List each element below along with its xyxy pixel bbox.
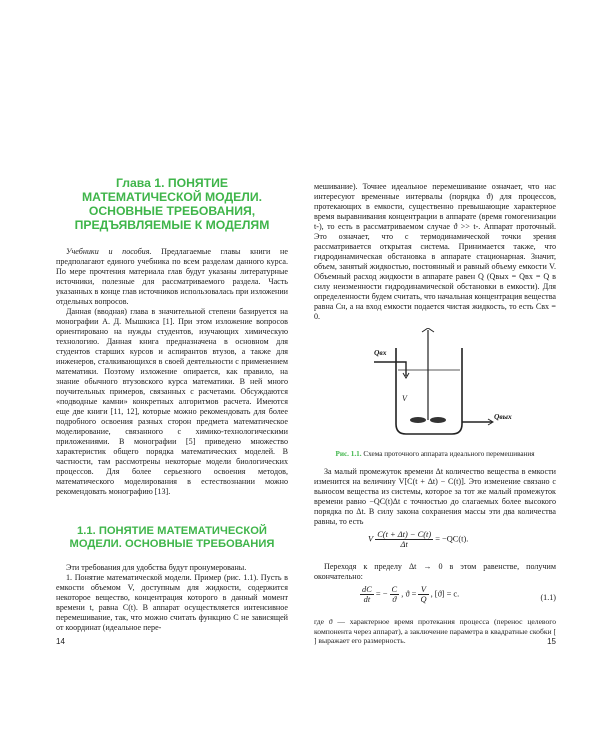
formula-fraction bbox=[418, 585, 428, 604]
formula-numerator: C(t + Δt) − C(t) bbox=[377, 530, 432, 539]
formula-fraction bbox=[360, 585, 374, 604]
paragraph-text: Предлагаемые главы книги не предполагают единого учебника по всем разделам данного курса. По мере прочтения материала глав будут указаны литературные источники, полезные для рассматриваемого раздела. Часть указанных в конце глав источников использовалась при изложении отдельных вопросов. bbox=[56, 247, 288, 306]
paragraph: Эти требования для удобства будут пронумерованы. bbox=[66, 563, 247, 572]
formula-suffix: = −QC(t). bbox=[435, 534, 469, 544]
caption-label: Рис. 1.1. bbox=[335, 450, 362, 458]
formula-mass-balance bbox=[314, 530, 556, 558]
page-number-right: 15 bbox=[547, 637, 556, 646]
figure-caption bbox=[314, 450, 556, 459]
formula-numerator: V bbox=[418, 585, 428, 595]
paragraph: 1. Понятие математической модели. Пример (рис. 1.1). Пусть в емкости объемом V, доступным для жидкости, содержится некоторое вещество, концентрация которого в данный момент времени t, равна C(t). В аппарат осуществляется интенсивное перемешивание, так, что можно считать функцию C не зависящей от координат (идеальное пере- bbox=[56, 573, 288, 632]
formula-operator: = − bbox=[375, 589, 388, 599]
equation-number: (1.1) bbox=[540, 593, 556, 602]
chapter-title: Глава 1. ПОНЯТИЕ МАТЕМАТИЧЕСКОЙ МОДЕЛИ. ОСНОВНЫЕ ТРЕБОВАНИЯ, ПРЕДЪЯВЛЯЕМЫЕ К МОДЕЛЯМ bbox=[74, 176, 270, 232]
paragraph: мешивание). Точнее идеальное перемешивание означает, что нас интересуют временные интервалы (порядка ϑ) для процессов, протекающих в емкости, существенно превышающие характерное время выравнивания концентрации в аппарате (время гомогенизации t‑), то есть в рассматриваемом случае ϑ >> t‑. Аппарат проточный. Это означает, что с термодинамической точки зрения рассматривается открытая система. Принимается также, что гидродинамическая обстановка в аппарате стационарная. Значит, объем, занятый жидкостью, постоянный и равный объему емкости V. Объемный расход жидкости в аппарате равен Q (Qвых = Qвх = Q в силу неизменности гидродинамической обстановки в емкости). Для определенности будем считать, что начальная концентрация вещества равна Cн, а на вход емкости подается чистая жидкость, то есть Cвх = 0. bbox=[314, 182, 556, 321]
section-title: 1.1. ПОНЯТИЕ МАТЕМАТИЧЕСКОЙ МОДЕЛИ. ОСНОВНЫЕ ТРЕБОВАНИЯ bbox=[69, 525, 275, 550]
outflow-label: Qвых bbox=[494, 412, 512, 421]
formula-operator: , ϑ = bbox=[401, 589, 417, 599]
formula-denominator: Q bbox=[420, 595, 427, 604]
paragraph: Данная (вводная) глава в значительной степени базируется на монографии А. Д. Мышкиса [1]. При этом изложение вопросов ориентировано на нужды студентов, изучающих химическую технологию. Данная книга предназначена в основном для студентов старших курсов и аспирантов втузов, а также для инженеров, сталкивающихся в своей деятельности с применением математики. Поэтому изложение опирается, как правило, на знание обычного втузовского курса математики. В ней много поучительных примеров, связанных с расчетами. Обсуждаются «подводные камни» конкретных алгоритмов расчета. Имеются еще две книги [11, 12], которые можно рекомендовать для более подробного освоения разных сторон предмета математическое моделирование, связанного с химико-технологическими приложениями. В монографии [5] приведено множество характеристик общего порядка математических моделей. В частности, там рассмотрены некоторые модели биологических процессов. Для более серьезного освоения методов, математического моделирования в естествознании можно рекомендовать монографию [13]. bbox=[56, 307, 288, 496]
formula-numerator: dC bbox=[362, 585, 372, 594]
paragraph: Переходя к пределу Δt → 0 в этом равенстве, получим окончательно: bbox=[314, 562, 556, 581]
inflow-label: Qвх bbox=[374, 348, 387, 357]
formula-denominator: dt bbox=[363, 595, 371, 604]
formula-fraction bbox=[375, 530, 433, 549]
formula-denominator: Δt bbox=[400, 540, 408, 549]
paragraph: За малый промежуток времени Δt количество вещества в емкости изменится на величину V[C(t + Δt) − C(t)]. Это изменение связано с выносом вещества из системы, которое за тот же малый промежуток времени равно −QC(t)Δt с точностью до слагаемых более высокого порядка по Δt. В силу закона сохранения массы эти два количества равны, то есть bbox=[314, 467, 556, 526]
caption-text: Схема проточного аппарата идеального перемешивания bbox=[361, 450, 535, 458]
formula-fraction bbox=[390, 585, 400, 604]
apparatus-diagram bbox=[314, 328, 556, 450]
formula-numerator: C bbox=[391, 585, 398, 594]
paragraph bbox=[56, 247, 288, 307]
formula-1-1 bbox=[314, 585, 556, 613]
formula-denominator: ϑ bbox=[392, 595, 397, 604]
volume-label: V bbox=[402, 394, 407, 403]
formula-prefix: V bbox=[368, 534, 374, 544]
page-number-left: 14 bbox=[56, 637, 65, 646]
formula-tail: , [ϑ] = c. bbox=[430, 589, 460, 599]
figure-apparatus bbox=[314, 328, 556, 450]
paragraph: где ϑ — характерное время протекания процесса (перенос целевого компонента через аппарат), а заключение параметра в квадратные скобки [ ] выражает его размерность. bbox=[314, 617, 557, 646]
paragraph-lead: Учебники и пособия. bbox=[66, 247, 152, 256]
